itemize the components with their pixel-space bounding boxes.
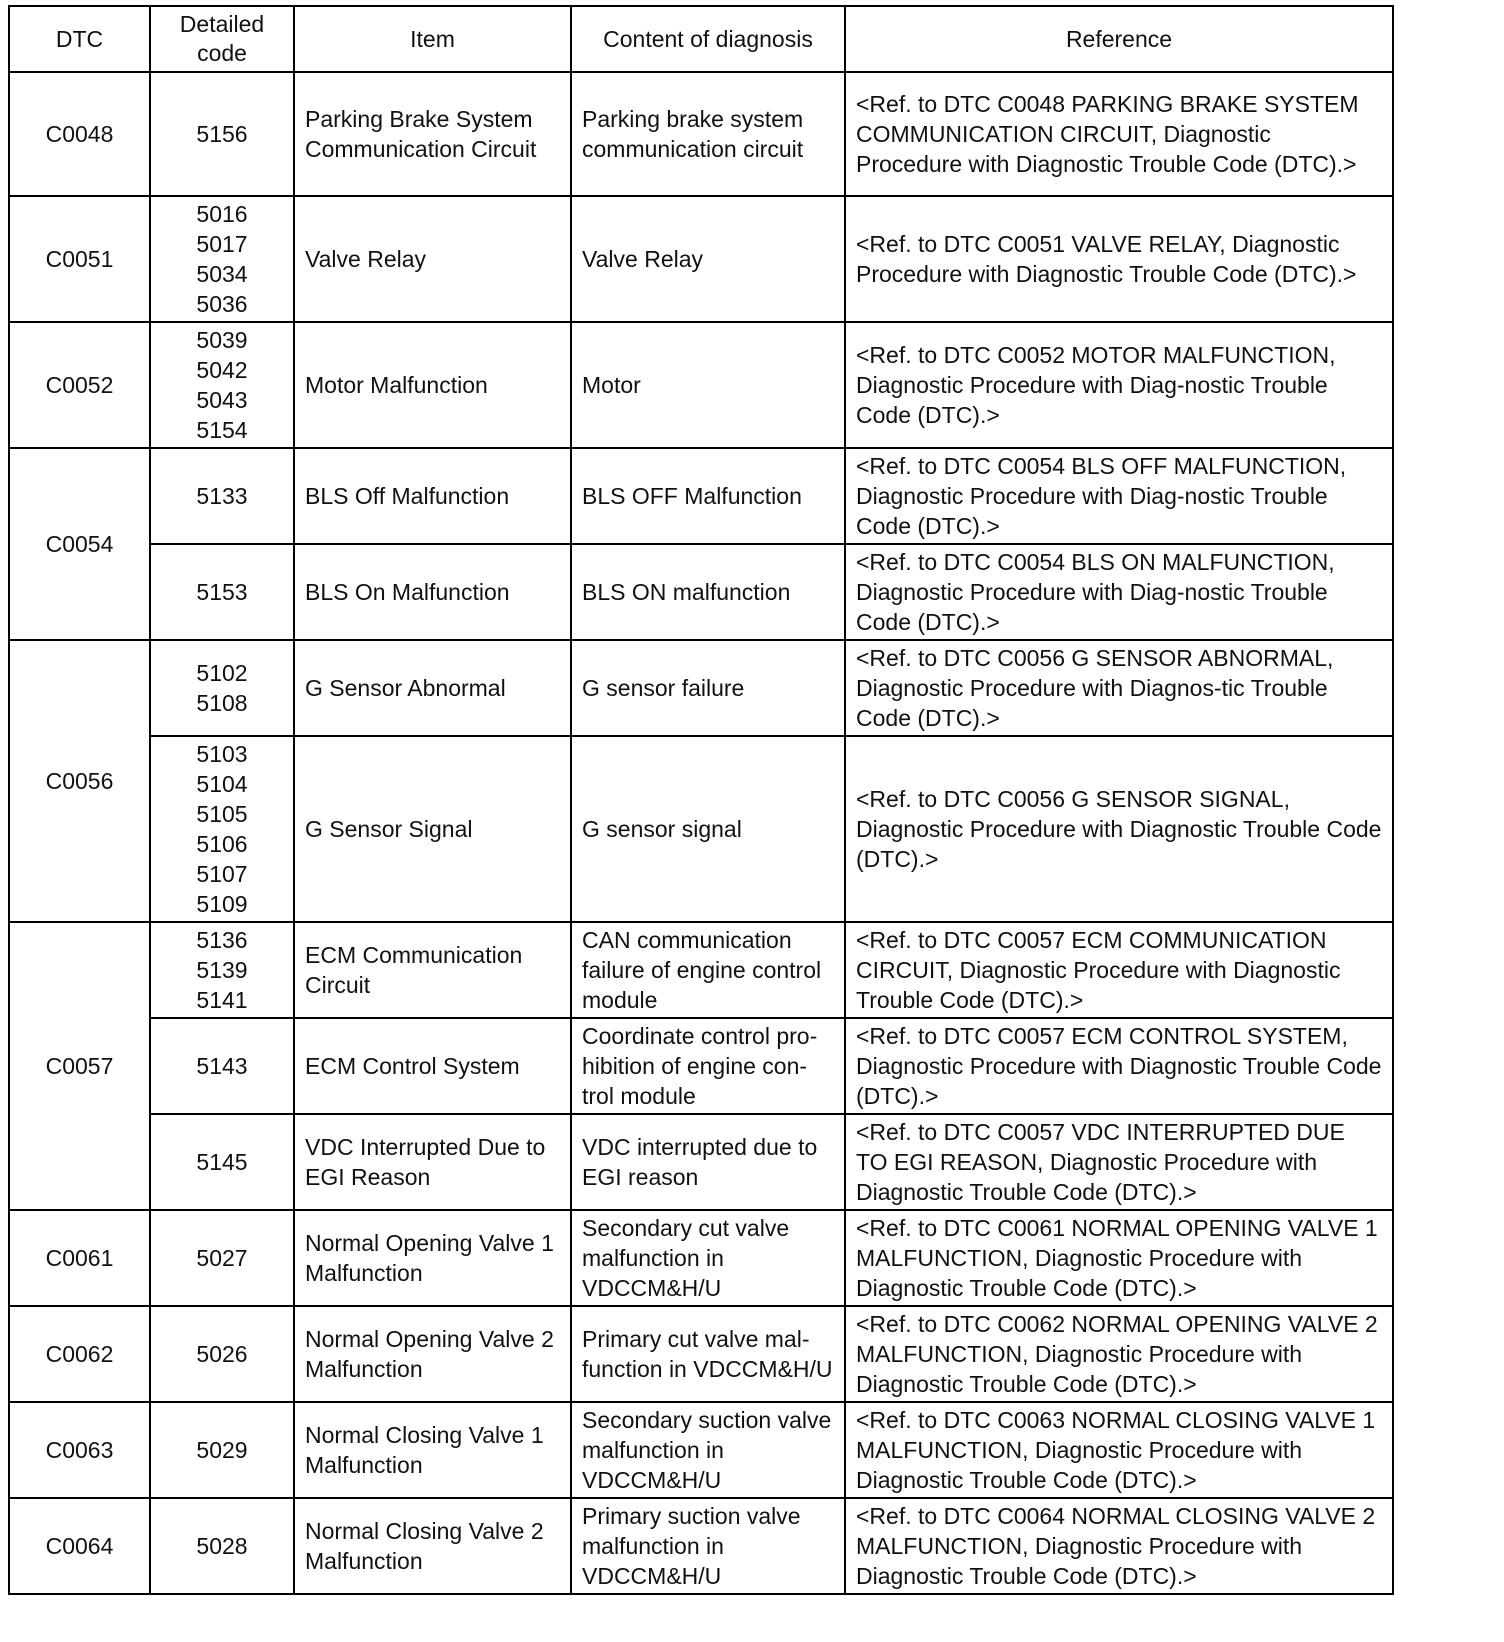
table-row	[9, 736, 1393, 922]
table-row	[9, 448, 1393, 544]
content-cell: G sensor failure	[571, 640, 845, 736]
content-cell: Parking brake system communication circuit	[571, 72, 845, 196]
dtc-cell: C0061	[9, 1210, 150, 1306]
item-cell: G Sensor Abnormal	[294, 640, 571, 736]
item-cell: Parking Brake System Communication Circuit	[294, 72, 571, 196]
reference-cell: <Ref. to DTC C0052 MOTOR MALFUNCTION, Diagnostic Procedure with Diag-nostic Trouble Code (DTC).>	[845, 322, 1393, 448]
item-cell: Normal Opening Valve 1 Malfunction	[294, 1210, 571, 1306]
item-cell: Normal Closing Valve 2 Malfunction	[294, 1498, 571, 1594]
table-row	[9, 544, 1393, 640]
detailed-code-cell: 5143	[150, 1018, 294, 1114]
dtc-cell: C0057	[9, 922, 150, 1210]
reference-cell: <Ref. to DTC C0054 BLS OFF MALFUNCTION, Diagnostic Procedure with Diag-nostic Trouble Code (DTC).>	[845, 448, 1393, 544]
detailed-code-cell: 5156	[150, 72, 294, 196]
reference-cell: <Ref. to DTC C0064 NORMAL CLOSING VALVE 2 MALFUNCTION, Diagnostic Procedure with Diagnostic Trouble Code (DTC).>	[845, 1498, 1393, 1594]
detailed-code-cell: 5026	[150, 1306, 294, 1402]
table-row	[9, 922, 1393, 1018]
column-header-dtc: DTC	[9, 6, 150, 72]
dtc-cell: C0056	[9, 640, 150, 922]
table-row	[9, 1402, 1393, 1498]
content-cell: Valve Relay	[571, 196, 845, 322]
content-cell: Coordinate control pro-hibition of engine con-trol module	[571, 1018, 845, 1114]
detailed-code-cell: 5153	[150, 544, 294, 640]
table-row	[9, 640, 1393, 736]
item-cell: Normal Opening Valve 2 Malfunction	[294, 1306, 571, 1402]
reference-cell: <Ref. to DTC C0056 G SENSOR SIGNAL, Diagnostic Procedure with Diagnostic Trouble Code (DTC).>	[845, 736, 1393, 922]
content-cell: Secondary suction valve malfunction in VDCCM&H/U	[571, 1402, 845, 1498]
dtc-cell: C0064	[9, 1498, 150, 1594]
detailed-code-cell: 5039 5042 5043 5154	[150, 322, 294, 448]
column-header-detailed-code: Detailed code	[150, 6, 294, 72]
item-cell: BLS On Malfunction	[294, 544, 571, 640]
table-row	[9, 322, 1393, 448]
item-cell: BLS Off Malfunction	[294, 448, 571, 544]
detailed-code-cell: 5103 5104 5105 5106 5107 5109	[150, 736, 294, 922]
content-cell: CAN communication failure of engine control module	[571, 922, 845, 1018]
detailed-code-cell: 5145	[150, 1114, 294, 1210]
dtc-cell: C0048	[9, 72, 150, 196]
content-cell: Motor	[571, 322, 845, 448]
reference-cell: <Ref. to DTC C0063 NORMAL CLOSING VALVE 1 MALFUNCTION, Diagnostic Procedure with Diagnostic Trouble Code (DTC).>	[845, 1402, 1393, 1498]
table-row	[9, 1306, 1393, 1402]
content-cell: BLS ON malfunction	[571, 544, 845, 640]
dtc-cell: C0063	[9, 1402, 150, 1498]
reference-cell: <Ref. to DTC C0057 VDC INTERRUPTED DUE TO EGI REASON, Diagnostic Procedure with Diagnostic Trouble Code (DTC).>	[845, 1114, 1393, 1210]
detailed-code-cell: 5102 5108	[150, 640, 294, 736]
content-cell: G sensor signal	[571, 736, 845, 922]
detailed-code-cell: 5016 5017 5034 5036	[150, 196, 294, 322]
item-cell: Valve Relay	[294, 196, 571, 322]
dtc-table	[8, 5, 1394, 1595]
content-cell: Secondary cut valve malfunction in VDCCM&H/U	[571, 1210, 845, 1306]
column-header-item: Item	[294, 6, 571, 72]
dtc-cell: C0052	[9, 322, 150, 448]
item-cell: Normal Closing Valve 1 Malfunction	[294, 1402, 571, 1498]
reference-cell: <Ref. to DTC C0051 VALVE RELAY, Diagnostic Procedure with Diagnostic Trouble Code (DTC).>	[845, 196, 1393, 322]
dtc-cell: C0062	[9, 1306, 150, 1402]
header-row	[9, 6, 1393, 72]
table-row	[9, 1498, 1393, 1594]
detailed-code-cell: 5028	[150, 1498, 294, 1594]
item-cell: VDC Interrupted Due to EGI Reason	[294, 1114, 571, 1210]
dtc-cell: C0051	[9, 196, 150, 322]
column-header-content: Content of diagnosis	[571, 6, 845, 72]
reference-cell: <Ref. to DTC C0048 PARKING BRAKE SYSTEM COMMUNICATION CIRCUIT, Diagnostic Procedure with Diagnostic Trouble Code (DTC).>	[845, 72, 1393, 196]
column-header-reference: Reference	[845, 6, 1393, 72]
reference-cell: <Ref. to DTC C0057 ECM CONTROL SYSTEM, Diagnostic Procedure with Diagnostic Trouble Code (DTC).>	[845, 1018, 1393, 1114]
item-cell: ECM Communication Circuit	[294, 922, 571, 1018]
item-cell: Motor Malfunction	[294, 322, 571, 448]
table-row	[9, 1210, 1393, 1306]
table-row	[9, 1018, 1393, 1114]
item-cell: ECM Control System	[294, 1018, 571, 1114]
table-row	[9, 1114, 1393, 1210]
content-cell: Primary cut valve mal-function in VDCCM&H/U	[571, 1306, 845, 1402]
content-cell: VDC interrupted due to EGI reason	[571, 1114, 845, 1210]
reference-cell: <Ref. to DTC C0062 NORMAL OPENING VALVE 2 MALFUNCTION, Diagnostic Procedure with Diagnostic Trouble Code (DTC).>	[845, 1306, 1393, 1402]
reference-cell: <Ref. to DTC C0054 BLS ON MALFUNCTION, Diagnostic Procedure with Diag-nostic Trouble Code (DTC).>	[845, 544, 1393, 640]
dtc-cell: C0054	[9, 448, 150, 640]
reference-cell: <Ref. to DTC C0056 G SENSOR ABNORMAL, Diagnostic Procedure with Diagnos-tic Trouble Code (DTC).>	[845, 640, 1393, 736]
reference-cell: <Ref. to DTC C0061 NORMAL OPENING VALVE 1 MALFUNCTION, Diagnostic Procedure with Diagnostic Trouble Code (DTC).>	[845, 1210, 1393, 1306]
table-row	[9, 72, 1393, 196]
item-cell: G Sensor Signal	[294, 736, 571, 922]
detailed-code-cell: 5029	[150, 1402, 294, 1498]
table-row	[9, 196, 1393, 322]
detailed-code-cell: 5027	[150, 1210, 294, 1306]
detailed-code-cell: 5133	[150, 448, 294, 544]
reference-cell: <Ref. to DTC C0057 ECM COMMUNICATION CIRCUIT, Diagnostic Procedure with Diagnostic Trouble Code (DTC).>	[845, 922, 1393, 1018]
detailed-code-cell: 5136 5139 5141	[150, 922, 294, 1018]
content-cell: BLS OFF Malfunction	[571, 448, 845, 544]
content-cell: Primary suction valve malfunction in VDCCM&H/U	[571, 1498, 845, 1594]
